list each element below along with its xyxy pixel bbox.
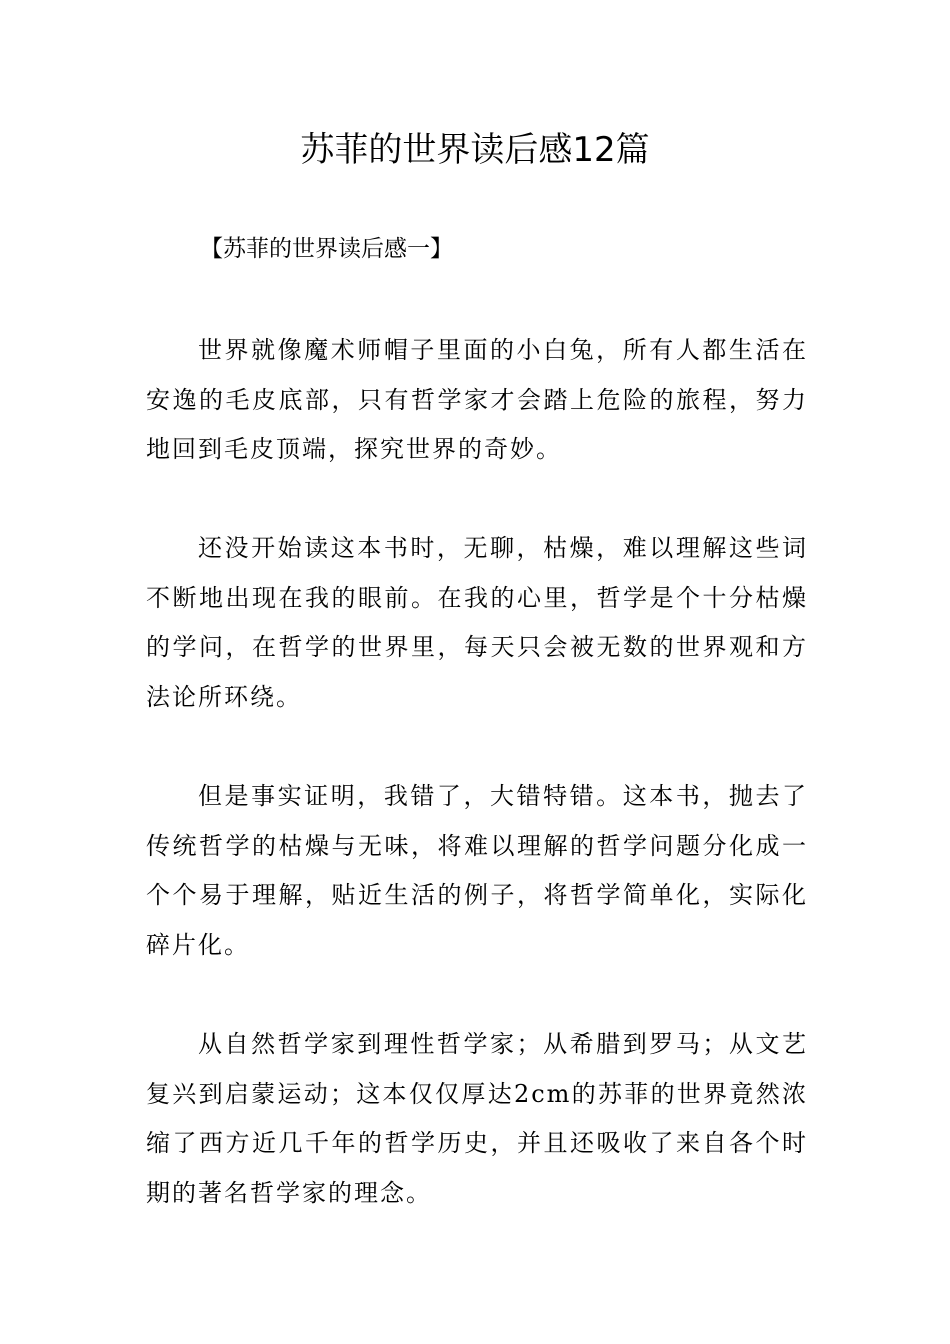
paragraph: 世界就像魔术师帽子里面的小白兔，所有人都生活在安逸的毛皮底部，只有哲学家才会踏上危险的旅程，努力地回到毛皮顶端，探究世界的奇妙。 xyxy=(146,336,808,463)
paragraph: 还没开始读这本书时，无聊，枯燥，难以理解这些词不断地出现在我的眼前。在我的心里，哲学是个十分枯燥的学问，在哲学的世界里，每天只会被无数的世界观和方法论所环绕。 xyxy=(146,534,808,711)
paragraph: 但是事实证明，我错了，大错特错。这本书，抛去了传统哲学的枯燥与无味，将难以理解的哲学问题分化成一个个易于理解，贴近生活的例子，将哲学简单化，实际化碎片化。 xyxy=(146,782,808,959)
section-heading: 【苏菲的世界读后感一】 xyxy=(200,236,453,262)
paragraph: 从自然哲学家到理性哲学家；从希腊到罗马；从文艺复兴到启蒙运动；这本仅仅厚达2cm的苏菲的世界竟然浓缩了西方近几千年的哲学历史，并且还吸收了来自各个时期的著名哲学家的理念。 xyxy=(146,1030,808,1207)
document-title: 苏菲的世界读后感12篇 xyxy=(300,130,650,170)
